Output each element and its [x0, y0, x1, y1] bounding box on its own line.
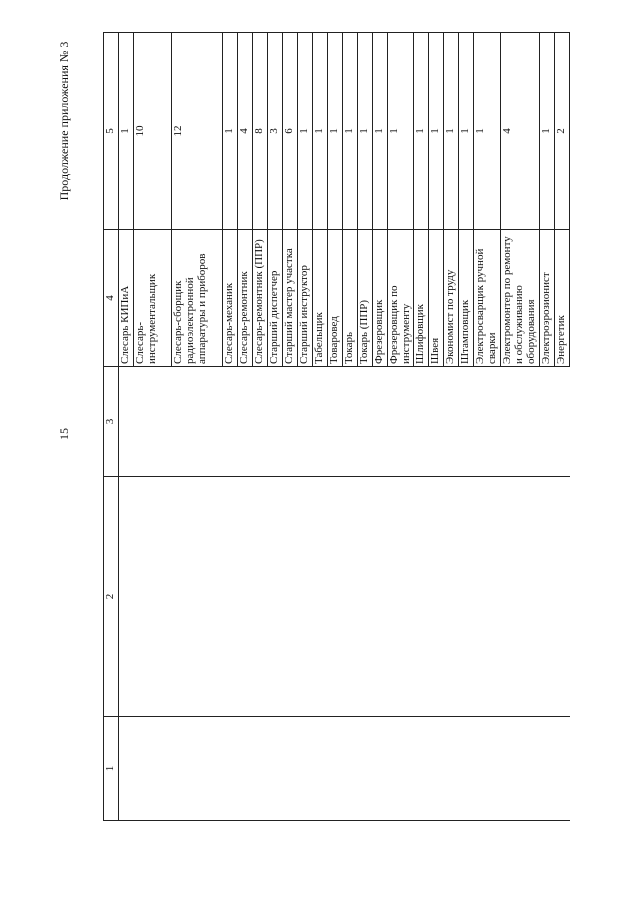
- column-header-3: 3: [104, 367, 119, 477]
- column-header-1: 1: [104, 717, 119, 821]
- position-name-cell: Табельщик: [313, 230, 328, 367]
- position-name-cell: Слесарь КИПиА: [119, 230, 134, 367]
- position-name-cell: Слесарь-механик: [223, 230, 238, 367]
- empty-column-1-cell: [119, 717, 570, 821]
- position-name-cell: Товаровед: [327, 230, 342, 367]
- quantity-cell: 1: [540, 33, 555, 230]
- quantity-cell: 8: [253, 33, 268, 230]
- position-name-cell: Швея: [429, 230, 444, 367]
- position-name-cell: Электромонтер по ремонту и обслуживанию оборудования: [500, 230, 539, 367]
- quantity-cell: 1: [119, 33, 134, 230]
- position-name-cell: Слесарь-ремонтник (ППР): [253, 230, 268, 367]
- quantity-cell: 2: [554, 33, 569, 230]
- empty-column-3-cell: [119, 367, 570, 477]
- table-body: [119, 33, 570, 821]
- quantity-cell: 1: [459, 33, 474, 230]
- quantity-cell: 3: [268, 33, 283, 230]
- quantity-cell: 6: [283, 33, 298, 230]
- position-name-cell: Слесарь-ремонтник: [238, 230, 253, 367]
- column-header-2: 2: [104, 477, 119, 717]
- quantity-cell: 1: [372, 33, 387, 230]
- position-name-cell: Экономист по труду: [444, 230, 459, 367]
- quantity-cell: 1: [429, 33, 444, 230]
- quantity-cell: 4: [238, 33, 253, 230]
- quantity-cell: 1: [313, 33, 328, 230]
- position-name-cell: Старший диспетчер: [268, 230, 283, 367]
- position-name-cell: Слесарь-сборщик радиоэлектронной аппаратуры и приборов: [172, 230, 223, 367]
- appendix-continuation-header: Продолжение приложения № 3: [57, 41, 71, 201]
- quantity-cell: 1: [414, 33, 429, 230]
- position-name-cell: Старший мастер участка: [283, 230, 298, 367]
- quantity-cell: 1: [444, 33, 459, 230]
- quantity-cell: 1: [387, 33, 414, 230]
- position-name-cell: Шлифовщик: [414, 230, 429, 367]
- empty-column-2-cell: [119, 477, 570, 717]
- page-number: 15: [57, 428, 71, 440]
- quantity-cell: 1: [298, 33, 313, 230]
- quantity-cell: 10: [133, 33, 171, 230]
- quantity-cell: 4: [500, 33, 539, 230]
- position-name-cell: Старший инструктор: [298, 230, 313, 367]
- position-name-cell: Слесарь-инструментальщик: [133, 230, 171, 367]
- quantity-cell: 1: [342, 33, 357, 230]
- quantity-cell: 12: [172, 33, 223, 230]
- position-name-cell: Энергетик: [554, 230, 569, 367]
- staff-table: [103, 32, 570, 821]
- position-name-cell: Токарь: [342, 230, 357, 367]
- quantity-cell: 1: [327, 33, 342, 230]
- quantity-cell: 1: [357, 33, 372, 230]
- rotated-table-container: [103, 33, 570, 821]
- position-name-cell: Токарь (ППР): [357, 230, 372, 367]
- table-header-row: [104, 33, 119, 821]
- quantity-cell: 1: [223, 33, 238, 230]
- column-header-5: 5: [104, 33, 119, 230]
- position-name-cell: Штамповщик: [459, 230, 474, 367]
- quantity-cell: 1: [473, 33, 500, 230]
- column-header-4: 4: [104, 230, 119, 367]
- position-name-cell: Фрезеровщик по инструменту: [387, 230, 414, 367]
- position-name-cell: Электросварщик ручной сварки: [473, 230, 500, 367]
- position-name-cell: Электроэрозионист: [540, 230, 555, 367]
- position-name-cell: Фрезеровщик: [372, 230, 387, 367]
- table-row: [119, 33, 134, 821]
